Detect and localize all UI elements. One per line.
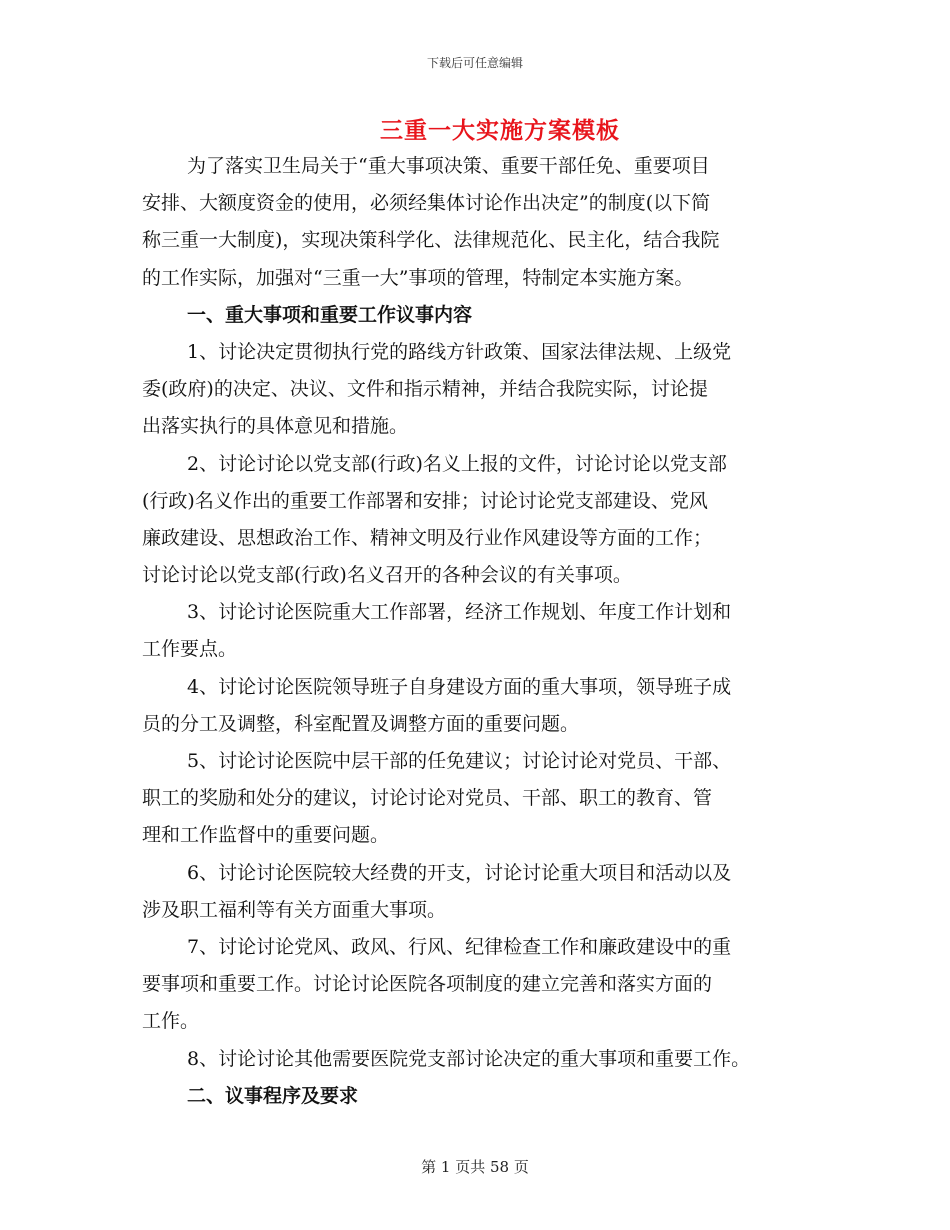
body-text-line: 廉政建设、思想政治工作、精神文明及行业作风建设等方面的工作； [142,526,713,549]
body-text-line: 出落实执行的具体意见和措施。 [142,415,409,438]
document-title: 三重一大实施方案模板 [380,117,620,144]
body-text-line: 员的分工及调整，科室配置及调整方面的重要问题。 [142,712,580,735]
body-text-line: 6、讨论讨论医院较大经费的开支，讨论讨论重大项目和活动以及 [187,861,732,884]
body-text-line: 7、讨论讨论党风、政风、行风、纪律检查工作和廉政建设中的重 [187,935,732,958]
body-text-line: 4、讨论讨论医院领导班子自身建设方面的重大事项，领导班子成 [187,675,732,698]
body-text-line: 理和工作监督中的重要问题。 [142,824,390,847]
body-text-line: 讨论讨论以党支部(行政)名义召开的各种会议的有关事项。 [142,564,632,587]
document-body [142,148,814,1115]
body-text-line: 的工作实际，加强对“三重一大”事项的管理，特制定本实施方案。 [142,266,694,289]
body-text-line: 职工的奖励和处分的建议，讨论讨论对党员、干部、职工的教育、管 [142,787,713,810]
body-text-line: 8、讨论讨论其他需要医院党支部讨论决定的重大事项和重要工作。 [187,1047,751,1070]
body-text-line: (行政)名义作出的重要工作部署和安排；讨论讨论党支部建设、党风 [142,489,708,512]
body-text-line: 安排、大额度资金的使用，必须经集体讨论作出决定”的制度(以下简 [142,192,711,215]
page-footer: 第 1 页共 58 页 [421,1158,529,1176]
section-heading: 二、议事程序及要求 [187,1084,359,1107]
body-text-line: 工作要点。 [142,638,238,661]
body-text-line: 3、讨论讨论医院重大工作部署，经济工作规划、年度工作计划和 [187,601,732,624]
body-text-line: 涉及职工福利等有关方面重大事项。 [142,898,447,921]
body-text-line: 为了落实卫生局关于“重大事项决策、重要干部任免、重要项目 [187,155,710,177]
body-text-line: 2、讨论讨论以党支部(行政)名义上报的文件，讨论讨论以党支部 [187,452,727,475]
section-heading: 一、重大事项和重要工作议事内容 [187,303,473,326]
body-text-line: 5、讨论讨论医院中层干部的任免建议；讨论讨论对党员、干部、 [187,750,732,772]
header-note: 下载后可任意编辑 [426,56,523,70]
body-text-line: 称三重一大制度)，实现决策科学化、法律规范化、民主化，结合我院 [142,229,720,252]
body-text-line: 委(政府)的决定、决议、文件和指示精神，并结合我院实际，讨论提 [142,378,708,401]
body-text-line: 要事项和重要工作。讨论讨论医院各项制度的建立完善和落实方面的 [142,973,713,996]
body-text-line: 工作。 [142,1010,200,1033]
body-text-line: 1、讨论决定贯彻执行党的路线方针政策、国家法律法规、上级党 [187,340,732,363]
